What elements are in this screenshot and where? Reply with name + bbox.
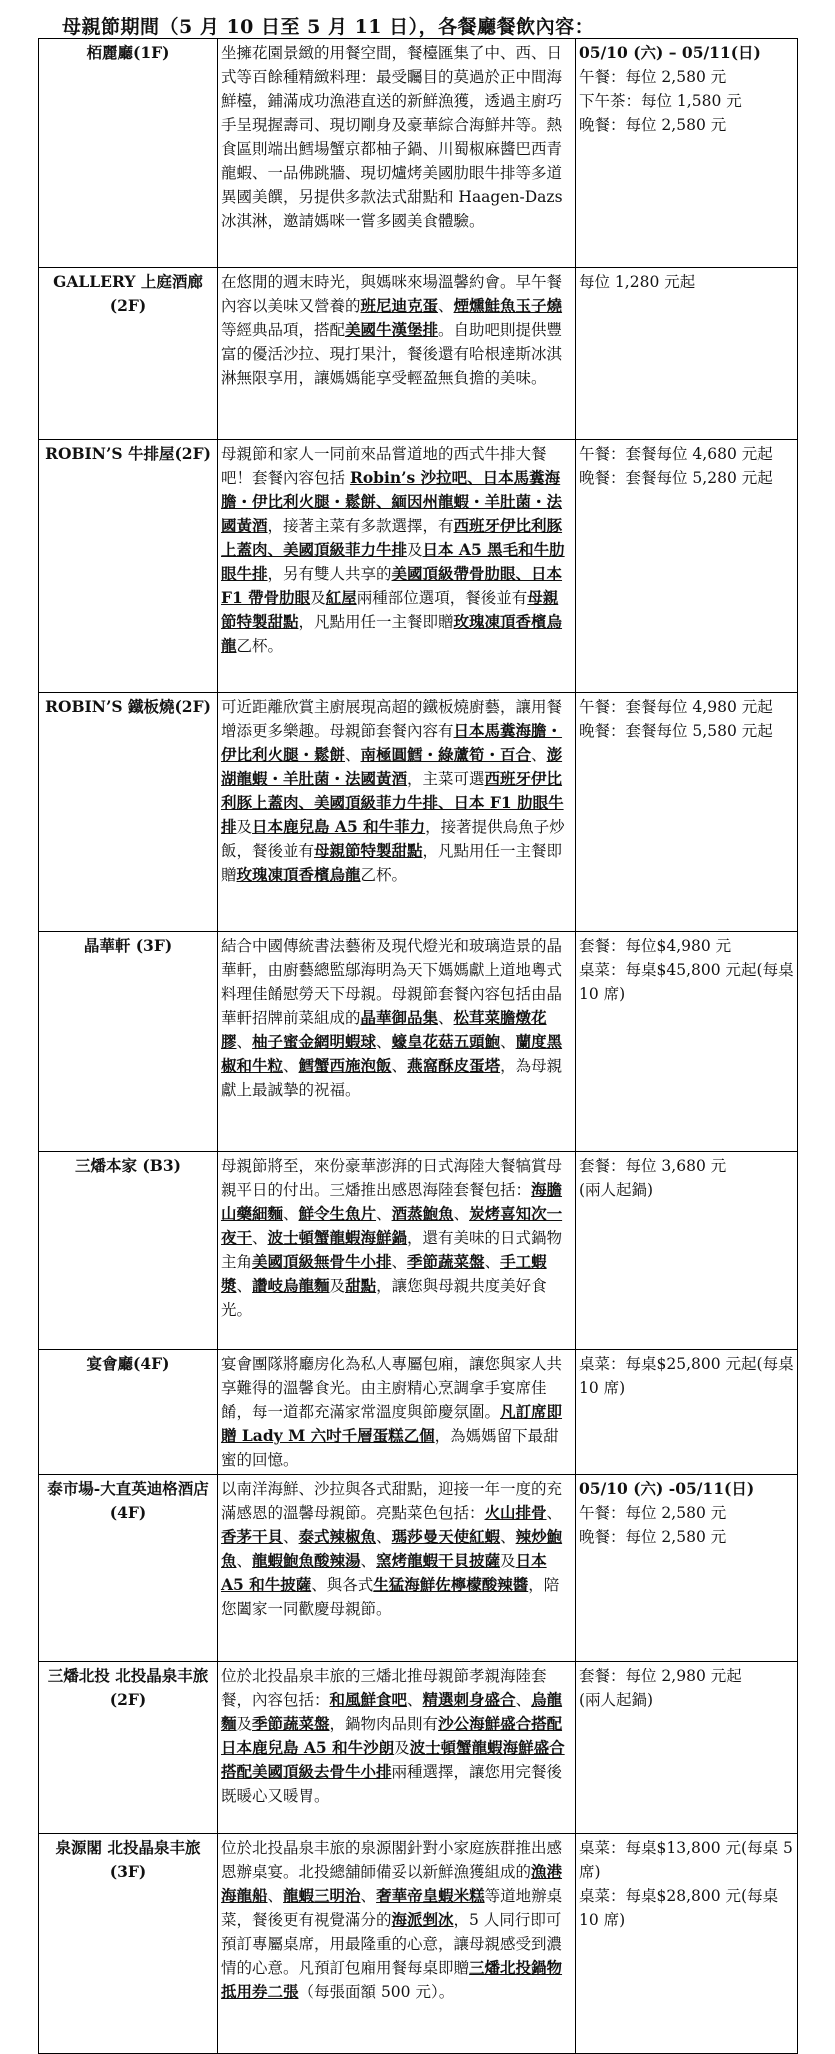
- price-info: [576, 39, 798, 268]
- description-text: 及: [500, 1552, 516, 1570]
- description-text: 結合中國傳統書法藝術及現代燈光和玻璃造景的晶華軒，由廚藝總監鄔海明為天下媽媽獻上道地粵式料理佳餚慰勞天下母親。母親節套餐內容包括由晶華軒招牌前菜組成的: [221, 937, 563, 1027]
- description-text: 、: [236, 1277, 253, 1295]
- description-text: 、: [236, 1033, 253, 1051]
- description-text: ，凡點用任一主餐即贈: [298, 613, 454, 631]
- price-info: [576, 1350, 798, 1475]
- price-line: 每位 1,280 元起: [579, 273, 696, 291]
- highlighted-dish: 紅屋: [325, 588, 357, 607]
- restaurant-name: ROBIN’S 牛排屋(2F): [39, 440, 218, 693]
- description-text: 、: [360, 1552, 377, 1570]
- description-text: ，還有美味的日式鍋物主角: [221, 1229, 563, 1271]
- description-text: 、: [376, 1528, 392, 1546]
- description-text: 及: [407, 541, 423, 559]
- description-text: 、: [236, 1552, 253, 1570]
- description-text: 及: [236, 1715, 253, 1733]
- highlighted-dish: 美國牛漢堡排: [345, 320, 439, 339]
- restaurant-description: [218, 1662, 576, 1834]
- price-line: 午餐：每位 2,580 元: [579, 1504, 727, 1522]
- highlighted-dish: 鱈蟹西施泡飯: [298, 1056, 392, 1075]
- description-text: 、: [531, 746, 547, 764]
- highlighted-dish: 澎湖龍蝦・羊肚菌・法國黃酒: [221, 745, 563, 788]
- restaurant-name: 栢麗廳(1F): [39, 39, 218, 268]
- price-line: 晚餐：每位 2,580 元: [579, 116, 727, 134]
- description-text: ，5 人同行即可預訂專屬桌席，用最隆重的心意，讓母親感受到濃情的心意。凡預訂包廂用餐每桌即贈: [221, 1911, 563, 1977]
- highlighted-dish: 漁港海龍船: [221, 1862, 563, 1905]
- price-line: (兩人起鍋): [579, 1181, 654, 1199]
- description-text: 、: [252, 1229, 268, 1247]
- restaurant-description: [218, 39, 576, 268]
- description-text: 、: [391, 1253, 408, 1271]
- restaurant-description: [218, 932, 576, 1152]
- highlighted-dish: 甜點: [345, 1276, 377, 1295]
- price-info: [576, 932, 798, 1152]
- description-text: ，主菜可選: [407, 770, 485, 788]
- restaurant-table: [38, 38, 798, 2054]
- table-row: [39, 1350, 798, 1475]
- highlighted-dish: 辣炒鮑魚: [221, 1527, 563, 1570]
- price-info: [576, 1834, 798, 2054]
- price-line: (兩人起鍋): [579, 1691, 654, 1709]
- description-text: 、: [484, 1253, 501, 1271]
- highlighted-dish: 精選刺身盛合: [422, 1690, 516, 1709]
- highlighted-dish: 蘭度黑椒和牛粒: [221, 1032, 563, 1075]
- description-text: （每張面額 500 元）。: [298, 1983, 455, 2001]
- description-text: 可近距離欣賞主廚展現高超的鐵板燒廚藝，讓用餐增添更多樂趣。母親節套餐內容有: [221, 698, 563, 740]
- highlighted-dish: 凡訂席即贈 Lady M 六吋千層蛋糕乙個: [221, 1402, 563, 1445]
- price-info: [576, 1662, 798, 1834]
- highlighted-dish: 松茸菜膽燉花膠: [221, 1008, 547, 1051]
- description-text: 、: [438, 1009, 454, 1027]
- description-text: 、: [391, 1057, 408, 1075]
- restaurant-description: [218, 268, 576, 440]
- highlighted-dish: 烏龍麵: [221, 1690, 563, 1733]
- highlighted-dish: 季節蔬菜盤: [407, 1252, 485, 1271]
- description-text: 、: [500, 1528, 516, 1546]
- highlighted-dish: 窯烤龍蝦干貝披薩: [376, 1551, 501, 1570]
- description-text: ，凡點用任一主餐即贈: [221, 842, 563, 884]
- description-text: 、: [546, 1504, 563, 1522]
- highlighted-dish: 炭烤喜知次一夜干: [221, 1204, 563, 1247]
- highlighted-dish: 酒蒸鮑魚: [391, 1204, 454, 1223]
- description-text: 坐擁花園景緻的用餐空間，餐檯匯集了中、西、日式等百餘種精緻料理：最受矚目的莫過於正中間海鮮檯，鋪滿成功漁港直送的新鮮漁獲，透過主廚巧手呈現握壽司、現切剛身及豪華綜合海鮮丼等。熱食區則端出鱈場蟹京都柚子鍋、川蜀椒麻醬巴西青龍蝦、一品佛跳牆、現切爐烤美國肋眼牛排等多道異國美饌，另提供多款法式甜點和 Haagen-Dazs 冰淇淋，邀請媽咪一嘗多國美食體驗。: [221, 44, 563, 230]
- restaurant-description: [218, 440, 576, 693]
- highlighted-dish: 奢華帝皇蝦米糕: [376, 1886, 485, 1905]
- description-text: 、: [515, 1691, 532, 1709]
- highlighted-dish: 波士頓蟹龍蝦海鮮盛合搭配美國頂級去骨牛小排: [221, 1738, 565, 1781]
- restaurant-name: 泉源閣 北投晶泉丰旅(3F): [39, 1834, 218, 2054]
- highlighted-dish: 日本 A5 黑毛和牛肋眼牛排: [221, 540, 565, 583]
- highlighted-dish: 手工蝦漿: [221, 1252, 547, 1295]
- highlighted-dish: 母親節特製甜點: [314, 841, 423, 860]
- description-text: 、: [376, 1033, 392, 1051]
- table-row: [39, 268, 798, 440]
- restaurant-description: [218, 1350, 576, 1475]
- price-line: 套餐：每位 2,980 元起: [579, 1667, 742, 1685]
- restaurant-name: 晶華軒 (3F): [39, 932, 218, 1152]
- restaurant-description: [218, 1152, 576, 1350]
- description-text: 、: [438, 297, 454, 315]
- table-row: [39, 1662, 798, 1834]
- highlighted-dish: 西班牙伊比利豚上蓋肉、美國頂級菲力牛排: [221, 516, 563, 559]
- highlighted-dish: 煙燻鮭魚玉子燒: [453, 296, 563, 315]
- highlighted-dish: 火山排骨: [484, 1503, 547, 1522]
- highlighted-dish: 生猛海鮮佐檸檬酸辣醬: [373, 1575, 529, 1594]
- description-text: ，為母親獻上最誠摯的祝福。: [221, 1057, 563, 1099]
- highlighted-dish: 鮮令生魚片: [298, 1204, 377, 1223]
- highlighted-dish: 龍蝦鮑魚酸辣湯: [252, 1551, 361, 1570]
- description-text: 乙杯。: [236, 637, 284, 655]
- restaurant-name: 三燔本家 (B3): [39, 1152, 218, 1350]
- price-line: 午餐：每位 2,580 元: [579, 68, 727, 86]
- price-line: 晚餐：套餐每位 5,580 元起: [579, 722, 773, 740]
- highlighted-dish: 海派剉冰: [391, 1910, 454, 1929]
- highlighted-dish: 讚岐烏龍麵: [252, 1276, 330, 1295]
- description-text: 兩種選擇，讓您用完餐後既暖心又暖胃。: [221, 1763, 563, 1805]
- highlighted-dish: 泰式辣椒魚: [298, 1527, 377, 1546]
- highlighted-dish: 蠔皇花菇五頭鮑: [391, 1032, 501, 1051]
- table-row: [39, 1152, 798, 1350]
- description-text: 母親節和家人一同前來品嘗道地的西式牛排大餐吧！套餐內容包括: [221, 445, 547, 487]
- price-info: [576, 440, 798, 693]
- restaurant-name: GALLERY 上庭酒廊 (2F): [39, 268, 218, 440]
- highlighted-dish: 龍蝦三明治: [283, 1886, 361, 1905]
- price-line: 晚餐：套餐每位 5,280 元起: [579, 469, 773, 487]
- description-text: 宴會團隊將廳房化為私人專屬包廂，讓您與家人共享難得的溫馨食光。由主廚精心烹調拿手宴席佳餚，每一道都充滿家常溫度與節慶氛圍。: [221, 1355, 563, 1421]
- restaurant-description: [218, 693, 576, 932]
- highlighted-dish: 燕窩酥皮蛋塔: [407, 1056, 501, 1075]
- description-text: 、: [360, 1887, 377, 1905]
- description-text: 在悠閒的週末時光，與媽咪來場溫馨約會。早午餐內容以美味又營養的: [221, 273, 563, 315]
- description-text: 、: [267, 1887, 284, 1905]
- price-line: 下午茶：每位 1,580 元: [579, 92, 742, 110]
- description-text: 、: [500, 1033, 516, 1051]
- price-line: 桌菜：每桌$13,800 元(每桌 5 席): [579, 1839, 793, 1881]
- highlighted-dish: 玫瑰凍頂香檳烏龍: [221, 612, 563, 655]
- highlighted-dish: 晶華御品集: [360, 1008, 439, 1027]
- price-info: [576, 1152, 798, 1350]
- highlighted-dish: Robin’s 沙拉吧、日本馬糞海膽・伊比利火腿・鬆餅、緬因州龍蝦・羊肚菌・法國黃酒: [221, 468, 563, 535]
- description-text: 兩種部位選項，餐後並有: [356, 589, 528, 607]
- description-text: 位於北投晶泉丰旅的泉源閣針對小家庭族群推出感恩辦桌宴。北投總舖師備妥以新鮮漁獲組成的: [221, 1839, 563, 1881]
- price-line: 05/10 (六) -05/11(日): [579, 1479, 755, 1498]
- highlighted-dish: 沙公海鮮盛合搭配日本鹿兒島 A5 和牛沙朗: [221, 1714, 563, 1757]
- highlighted-dish: 海膽山藥細麵: [221, 1180, 563, 1223]
- description-text: ，陪您闔家一同歡慶母親節。: [221, 1576, 560, 1618]
- highlighted-dish: 瑪莎曼天使紅蝦: [391, 1527, 501, 1546]
- description-text: 、: [283, 1528, 299, 1546]
- description-text: 、: [345, 746, 361, 764]
- highlighted-dish: 母親節特製甜點: [221, 588, 559, 631]
- price-info: [576, 1475, 798, 1662]
- restaurant-table-body: [39, 39, 798, 2054]
- highlighted-dish: 班尼迪克蛋: [360, 296, 439, 315]
- highlighted-dish: 日本鹿兒島 A5 和牛菲力: [252, 817, 426, 836]
- price-info: [576, 693, 798, 932]
- price-line: 套餐：每位$4,980 元: [579, 937, 732, 955]
- highlighted-dish: 香茅干貝: [221, 1527, 284, 1546]
- description-text: 及: [236, 818, 253, 836]
- description-text: ，鍋物肉品則有: [329, 1715, 439, 1733]
- description-text: ，接著主菜有多款選擇，有: [267, 517, 454, 535]
- price-line: 午餐：套餐每位 4,980 元起: [579, 698, 773, 716]
- highlighted-dish: 和風鮮食吧: [329, 1690, 408, 1709]
- highlighted-dish: 西班牙伊比利豚上蓋肉、美國頂級菲力牛排、日本 F1 肋眼牛排: [221, 769, 564, 836]
- price-line: 桌菜：每桌$25,800 元起(每桌 10 席): [579, 1355, 794, 1397]
- table-row: [39, 1834, 798, 2054]
- restaurant-name: 三燔北投 北投晶泉丰旅(2F): [39, 1662, 218, 1834]
- restaurant-name: ROBIN’S 鐵板燒(2F): [39, 693, 218, 932]
- description-text: ，為媽媽留下最甜蜜的回憶。: [221, 1427, 559, 1469]
- table-row: [39, 440, 798, 693]
- description-text: 及: [394, 1739, 410, 1757]
- description-text: 及: [329, 1277, 346, 1295]
- description-text: 位於北投晶泉丰旅的三燔北推母親節孝親海陸套餐，內容包括：: [221, 1667, 547, 1709]
- price-line: 晚餐：每位 2,580 元: [579, 1528, 727, 1546]
- table-row: [39, 932, 798, 1152]
- highlighted-dish: 南極圓鱈・綠蘆筍・百合: [360, 745, 532, 764]
- table-row: [39, 693, 798, 932]
- description-text: 、: [407, 1691, 423, 1709]
- description-text: 乙杯。: [360, 866, 408, 884]
- description-text: 。自助吧則提供豐富的優活沙拉、現打果汁，餐後還有哈根達斯冰淇淋無限享用，讓媽媽能享受輕盈無負擔的美味。: [221, 321, 563, 387]
- price-line: 05/10 (六) – 05/11(日): [579, 43, 761, 62]
- restaurant-description: [218, 1475, 576, 1662]
- description-text: 、與各式: [311, 1576, 374, 1594]
- description-text: ，接著提供烏魚子炒飯，餐後並有: [221, 818, 565, 860]
- description-text: ，另有雙人共享的: [267, 565, 392, 583]
- price-line: 午餐：套餐每位 4,680 元起: [579, 445, 773, 463]
- highlighted-dish: 美國頂級帶骨肋眼、日本 F1 帶骨肋眼: [221, 564, 563, 607]
- table-row: [39, 1475, 798, 1662]
- highlighted-dish: 美國頂級無骨牛小排: [252, 1252, 392, 1271]
- description-text: 、: [453, 1205, 470, 1223]
- page-title: 母親節期間（5 月 10 日至 5 月 11 日），各餐廳餐飲內容：: [62, 16, 595, 38]
- restaurant-description: [218, 1834, 576, 2054]
- description-text: 等道地辦桌菜，餐後更有視覺滿分的: [221, 1887, 563, 1929]
- description-text: 、: [376, 1205, 392, 1223]
- description-text: ，讓您與母親共度美好食光。: [221, 1277, 547, 1319]
- highlighted-dish: 日本馬糞海膽・伊比利火腿・鬆餅: [221, 721, 563, 764]
- highlighted-dish: 季節蔬菜盤: [252, 1714, 330, 1733]
- highlighted-dish: 三燔北投鍋物抵用券二張: [221, 1958, 563, 2001]
- description-text: 、: [283, 1057, 299, 1075]
- price-line: 桌菜：每桌$28,800 元(每桌 10 席): [579, 1887, 779, 1929]
- description-text: 及: [310, 589, 326, 607]
- description-text: 母親節將至，來份豪華澎湃的日式海陸大餐犒賞母親平日的付出。三燔推出感恩海陸套餐包括：: [221, 1157, 563, 1199]
- table-row: [39, 39, 798, 268]
- description-text: 以南洋海鮮、沙拉與各式甜點，迎接一年一度的充滿感恩的溫馨母親節。亮點菜色包括：: [221, 1480, 563, 1522]
- price-info: [576, 268, 798, 440]
- restaurant-name: 宴會廳(4F): [39, 1350, 218, 1475]
- highlighted-dish: 波士頓蟹龍蝦海鮮鍋: [267, 1228, 408, 1247]
- description-text: 、: [283, 1205, 299, 1223]
- highlighted-dish: 玫瑰凍頂香檳烏龍: [236, 865, 361, 884]
- description-text: 等經典品項，搭配: [221, 321, 346, 339]
- restaurant-name: 泰市場-大直英迪格酒店(4F): [39, 1475, 218, 1662]
- highlighted-dish: 柚子蜜金網明蝦球: [252, 1032, 377, 1051]
- price-line: 套餐：每位 3,680 元: [579, 1157, 727, 1175]
- highlighted-dish: 日本 A5 和牛披薩: [221, 1551, 547, 1594]
- price-line: 桌菜：每桌$45,800 元起(每桌 10 席): [579, 961, 794, 1003]
